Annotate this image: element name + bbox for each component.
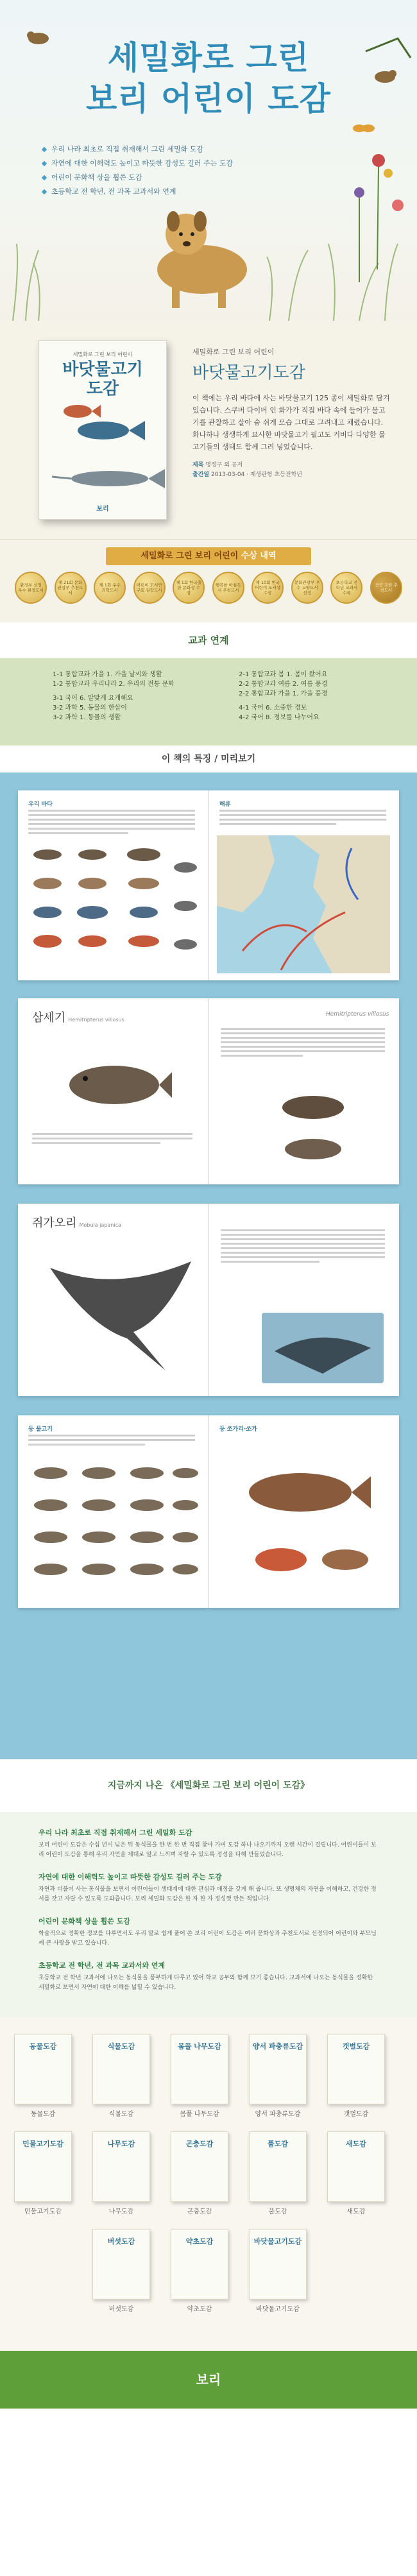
shelf-book-cover-title: 식물도감 — [107, 2042, 135, 2051]
text-lines — [28, 1435, 195, 1448]
shelf-book-label: 민물고기도감 — [24, 2208, 62, 2215]
book-series-label: 세밀화로 그린 보리 어린이 — [192, 348, 275, 356]
page-fold — [208, 790, 209, 980]
hero-feature-item: 초등학교 전 학년, 전 과목 교과서와 연계 — [42, 185, 233, 199]
shelf-book-label: 곤충도감 — [187, 2208, 212, 2215]
preview-spread-1[interactable] — [18, 790, 399, 980]
page-fold — [208, 1415, 209, 1608]
shelf-book-label: 나무도감 — [108, 2208, 134, 2215]
shelf-book[interactable] — [249, 2131, 307, 2202]
spread4-fish-grid-illustration — [28, 1460, 201, 1598]
shelf-book-cover-title: 나무도감 — [107, 2140, 135, 2148]
curriculum-gap — [239, 699, 327, 703]
series-feature-title: 초등학교 전 학년, 전 과목 교과서와 연계 — [38, 1961, 166, 1970]
footer — [0, 2351, 417, 2409]
curriculum-item: 4-2 국어 8. 정보를 나누어요 — [239, 714, 319, 721]
hero-feature-list — [42, 142, 233, 199]
hero-title-line2: 보리 어린이 도감 — [86, 80, 331, 117]
series-feature-title: 어린이 문화책 상을 휩쓴 도감 — [38, 1917, 130, 1925]
series-feature-desc: 초등학교 전 학년 교과서에 나오는 동식물을 풍부하게 다루고 있어 학교 공부와 함께 보기 좋습니다. 교과서에 나오는 동식물을 정확한 세밀화로 보면서 자연에 대한 이해를 넓힐 수 있습니다. — [38, 1975, 373, 1991]
shelf-book[interactable] — [14, 2131, 72, 2202]
awards-ribbon-suffix: 수상 내역 — [238, 551, 277, 561]
curriculum-heading: 교과 연계 — [0, 622, 417, 658]
spread4-left-title: 둥 물고기 — [28, 1426, 53, 1433]
preview-section — [0, 772, 417, 1759]
shelf-book-cover-title: 양서 파충류도감 — [252, 2042, 303, 2051]
curriculum-item: 3-2 과학 1. 동물의 생활 — [53, 714, 121, 721]
shelf-book[interactable] — [92, 2131, 150, 2202]
text-lines — [32, 1133, 192, 1147]
book-description: 이 책에는 우리 바다에 사는 바닷물고기 125 종이 세밀화로 담겨 있습니다. 스쿠버 다이버 인 화가가 직접 바다 속에 들어가 물고기를 관찰하고 살아 숨 쉬게 모습 그대로 그려내고 채렸습니다. 화나하나 생생하게 묘사한 바닷물고기 필고도 커버다 다양한 물고기들의 생태도 함께 그려 넣었습니다. — [192, 394, 390, 451]
hero-feature-item: 우리 나라 최초로 직접 취재해서 그린 세밀화 도감 — [42, 142, 233, 157]
preview-heading: 이 책의 특징 / 미리보기 — [0, 746, 417, 772]
book-cover[interactable] — [38, 340, 167, 520]
shelf-book-label: 갯벌도감 — [343, 2111, 369, 2118]
award-medal: 제 1회 우수 과학도서 — [94, 572, 126, 604]
series-feature-title: 우리 나라 최초로 직접 취재해서 그린 세밀화 도감 — [38, 1829, 192, 1837]
hero-banner — [0, 0, 417, 321]
award-medal: 제 10회 한국어린이 도서상 수상 — [251, 572, 284, 604]
preview-spread-2[interactable] — [18, 998, 399, 1184]
shelf-book-label: 양서 파충류도감 — [255, 2111, 301, 2118]
shelf-book-label: 바닷물고기도감 — [256, 2306, 300, 2313]
shelf-book[interactable] — [14, 2034, 72, 2104]
spread2-title — [32, 1009, 124, 1025]
curriculum-left-column — [53, 670, 174, 722]
spread2-scientific-name: Hemitripterus villosus — [68, 1017, 124, 1023]
shelf-book-label: 약초도감 — [187, 2306, 212, 2313]
award-medal: 문화관광부 우수 교양도서 선정 — [291, 572, 323, 604]
book-shelf — [0, 2017, 417, 2351]
awards-section — [0, 539, 417, 622]
shelf-book-cover-title: 풀도감 — [268, 2140, 288, 2148]
meta-value: 명정구 외 공저 — [205, 462, 243, 468]
shelf-book[interactable] — [92, 2034, 150, 2104]
shelf-book-cover-title: 새도감 — [346, 2140, 366, 2148]
curriculum-item: 2-2 통합교과 여름 2. 여름 풍경 — [239, 681, 328, 688]
publisher-logo: 보리 — [196, 2372, 221, 2387]
book-cover-title-line2: 도감 — [86, 379, 119, 398]
shelf-book[interactable] — [327, 2131, 385, 2202]
text-lines — [221, 1028, 385, 1059]
meta-label: 출간일 — [192, 472, 210, 478]
shelf-book[interactable] — [92, 2229, 150, 2299]
awards-ribbon — [106, 547, 311, 565]
curriculum-item: 2-2 통합교과 가을 1. 가을 풍경 — [239, 690, 328, 697]
fish-index-illustration — [28, 842, 201, 970]
shelf-book-label: 식물도감 — [108, 2111, 134, 2118]
series-section — [0, 1812, 417, 2017]
book-intro-text — [192, 346, 391, 480]
book-meta — [192, 461, 391, 480]
page-fold — [208, 998, 209, 1184]
preview-spread-4[interactable] — [18, 1415, 399, 1608]
page-fold — [208, 1204, 209, 1396]
shelf-book[interactable] — [249, 2034, 307, 2104]
award-medal: 행복한 아침독서 추천도서 — [212, 572, 244, 604]
curriculum-item: 1-1 통합교과 가을 1. 가을 날씨와 생활 — [53, 671, 162, 678]
award-medal: 어린이 도서연구회 권장도서 — [133, 572, 166, 604]
shelf-book[interactable] — [171, 2034, 228, 2104]
spread1-right-title: 해류 — [219, 801, 231, 808]
awards-medal-row — [15, 572, 402, 604]
shelf-book-label: 동물도감 — [30, 2111, 56, 2118]
shelf-book-label: 몸풀 나무도감 — [180, 2111, 219, 2118]
book-intro — [0, 321, 417, 539]
curriculum-item: 4-1 국어 6. 소중한 경보 — [239, 704, 307, 712]
curriculum-right-column — [239, 670, 327, 722]
shelf-book[interactable] — [171, 2229, 228, 2299]
shelf-book-cover-title: 약초도감 — [185, 2237, 214, 2246]
awards-ribbon-prefix: 세밀화로 그린 보리 어린이 — [140, 551, 239, 561]
hero-feature-item: 어린이 문화책 상을 휩쓴 도감 — [42, 171, 233, 185]
text-lines — [221, 1229, 385, 1265]
curriculum-item: 1-2 통합교과 우리나라 2. 우리의 전통 문화 — [53, 681, 174, 688]
hero-feature-item: 자연에 대한 이해력도 높이고 따뜻한 감성도 길러 주는 도감 — [42, 157, 233, 171]
award-medal: 초등학교 전 학년 교과서 수록 — [330, 572, 362, 604]
curriculum-item: 2-1 통합교과 봄 1. 봄이 왔어요 — [239, 671, 328, 678]
shelf-book[interactable] — [327, 2034, 385, 2104]
shelf-book-cover-title: 바닷물고기도감 — [253, 2237, 302, 2246]
award-medal: 제 1회 한국출판 문화상 수상 — [173, 572, 205, 604]
spread2-fish-illustration — [56, 1050, 172, 1120]
series-heading: 지금까지 나온 《세밀화로 그린 보리 어린이 도감》 — [0, 1759, 417, 1812]
shelf-book-cover-title: 민물고기도감 — [22, 2140, 64, 2148]
series-feature-title: 자연에 대한 이해력도 높이고 따뜻한 감성도 길러 주는 도감 — [38, 1873, 222, 1881]
manta-underwater-illustration — [262, 1313, 384, 1383]
curriculum-item: 3-1 국어 6. 알맞게 요개해요 — [53, 695, 133, 702]
book-cover-publisher: 보리 — [96, 506, 109, 513]
award-medal: 환경부 선정 우수 환경도서 — [15, 572, 47, 604]
sea-current-map — [217, 835, 390, 973]
text-lines — [28, 810, 195, 837]
spread2-title-text: 삼세기 — [32, 1011, 66, 1025]
spread2-right-tag: Hemitripterus villosus — [326, 1011, 389, 1018]
book-cover-title-line1: 바닷물고기 — [62, 360, 143, 379]
award-medal: 전국 교원 추천도서 — [370, 572, 402, 604]
spread4-fish-anatomy-illustration — [223, 1447, 390, 1595]
book-cover-series: 세밀화로 그린 보리 어린이 — [72, 352, 133, 357]
series-feature-desc: 자연과 더불어 사는 동식물을 보면서 어린이들이 생태계에 대한 관심과 애정을 갖게 해 줍니다. 또 생명체의 자연을 이해하고, 건강한 정서를 갖고 자랄 수 있도록 도와줍니다. 보리 세밀화 도감은 한 자 한 자 정성껏 만든 책입니다. — [38, 1886, 377, 1902]
text-lines — [219, 810, 386, 828]
series-feature — [38, 1960, 379, 1993]
shelf-book[interactable] — [171, 2131, 228, 2202]
shelf-book-label: 버섯도감 — [108, 2306, 134, 2313]
manta-ray-illustration — [37, 1242, 198, 1370]
curriculum-gap — [53, 689, 174, 694]
shelf-book-cover-title: 갯벌도감 — [342, 2042, 370, 2051]
award-medal: 제 21회 문화관광부 추천도서 — [55, 572, 87, 604]
spread2-small-fish-illustrations — [262, 1088, 371, 1172]
curriculum-item: 3-2 과학 5. 동물의 한살이 — [53, 704, 127, 712]
spread1-left-title: 우리 바다 — [28, 801, 53, 808]
series-feature-desc: 보리 어린이 도감은 수십 년이 넘은 뒤 동식물을 한 번 한 번 직접 찾아 가며 도감 하나 나오기까지 오랜 시간이 걸립니다. 어린이들이 보리 어린이 도감을 통해 우리 자연을 제대로 알고 느끼며 자랄 수 있도록 정성을 다해 만들었습니다. — [38, 1842, 377, 1858]
meta-label: 제목 — [192, 462, 204, 468]
meta-value: 2013-03-04 · 재생판형 초등전학년 — [210, 472, 302, 478]
hero-title — [0, 37, 417, 119]
curriculum-section — [0, 658, 417, 746]
shelf-book-cover-title: 곤충도감 — [185, 2140, 214, 2148]
spread3-title — [32, 1214, 121, 1231]
series-feature — [38, 1916, 379, 1949]
series-feature-desc: 학술적으로 정확한 정보를 다루면서도 우리 말로 쉽게 풀어 쓴 보리 어린이 도감은 여러 문화상과 추천도서로 선정되어 어린이와 부모님께 큰 사랑을 받고 있습니다. — [38, 1931, 377, 1947]
shelf-book-cover-title: 동물도감 — [29, 2042, 57, 2051]
spread3-title-text: 쥐가오리 — [32, 1216, 77, 1230]
book-title: 바닷물고기도감 — [192, 363, 305, 382]
cover-fish-illustration — [39, 341, 167, 520]
spread3-scientific-name: Mobula japanica — [79, 1222, 121, 1228]
series-feature — [38, 1827, 379, 1860]
hero-title-line1: 세밀화로 그린 — [107, 39, 310, 76]
series-feature — [38, 1872, 379, 1904]
shelf-book-cover-title: 몸풀 나무도감 — [178, 2042, 221, 2051]
shelf-book-label: 새도감 — [346, 2208, 366, 2215]
spread4-right-title: 둥 쏘가리·쏘가 — [219, 1426, 257, 1433]
preview-spread-3[interactable] — [18, 1204, 399, 1396]
shelf-book[interactable] — [249, 2229, 307, 2299]
shelf-book-cover-title: 버섯도감 — [107, 2237, 135, 2246]
shelf-book-label: 풀도감 — [268, 2208, 287, 2215]
